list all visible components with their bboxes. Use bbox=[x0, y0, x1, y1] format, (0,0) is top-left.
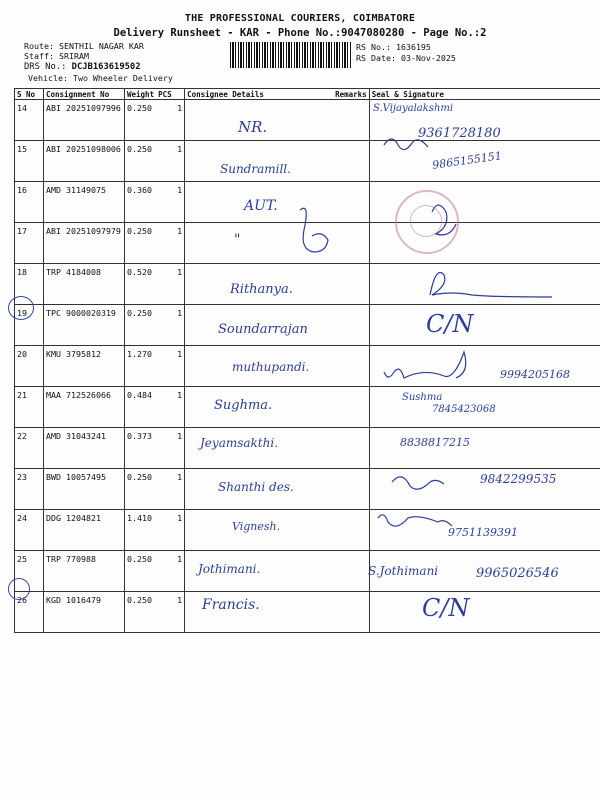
row-pcs: 1 bbox=[156, 141, 185, 182]
row-sno: 26 bbox=[15, 592, 44, 633]
drs-label: DRS No.: bbox=[24, 62, 72, 72]
hw-consignee-22: Jeyamsakthi. bbox=[200, 436, 279, 450]
signature-16 bbox=[300, 208, 328, 252]
row-weight: 0.520 bbox=[125, 264, 157, 305]
hw-consignee-14: NR. bbox=[238, 118, 268, 136]
col-pcs: PCS bbox=[156, 89, 185, 100]
hw-consignee-21: Sughma. bbox=[214, 398, 273, 413]
row-consignment-no: TRP 770988 bbox=[44, 551, 125, 592]
hw-signature-phone-20: 9994205168 bbox=[500, 368, 570, 381]
route-text: Route: SENTHIL NAGAR KAR bbox=[24, 41, 144, 51]
row-sno: 21 bbox=[15, 387, 44, 428]
row-consignment-no: KGD 1016479 bbox=[44, 592, 125, 633]
hw-consignee-25: Jothimani. bbox=[198, 562, 261, 576]
row-sno: 18 bbox=[15, 264, 44, 305]
runsheet-subtitle: Delivery Runsheet - KAR - Phone No.:9047080280 - Page No.:2 bbox=[113, 27, 487, 39]
row-pcs: 1 bbox=[156, 387, 185, 428]
col-consignment: Consignment No bbox=[44, 89, 125, 100]
row-weight: 1.270 bbox=[125, 346, 157, 387]
row-weight: 0.250 bbox=[125, 592, 157, 633]
row-pcs: 1 bbox=[156, 223, 185, 264]
hw-consignee-23: Shanthi des. bbox=[218, 480, 294, 494]
row-weight: 1.410 bbox=[125, 510, 157, 551]
hw-consignee-18: Rithanya. bbox=[230, 282, 293, 297]
row-weight: 0.250 bbox=[125, 305, 157, 346]
row-sno: 14 bbox=[15, 100, 44, 141]
row-consignment-no: ABI 20251097979 bbox=[44, 223, 125, 264]
hw-signature-phone-25: 9965026546 bbox=[476, 566, 559, 581]
row-consignment-no: TPC 9000020319 bbox=[44, 305, 125, 346]
row-weight: 0.373 bbox=[125, 428, 157, 469]
hw-consignee-24: Vignesh. bbox=[232, 520, 281, 533]
row-pcs: 1 bbox=[156, 346, 185, 387]
row-pcs: 1 bbox=[156, 264, 185, 305]
hw-consignee-15: Sundramill. bbox=[220, 162, 291, 176]
row-consignment-no: TRP 4184008 bbox=[44, 264, 125, 305]
row-weight: 0.484 bbox=[125, 387, 157, 428]
row-weight: 0.250 bbox=[125, 469, 157, 510]
row-weight: 0.250 bbox=[125, 141, 157, 182]
hw-cn-mark-26: C/N bbox=[422, 594, 470, 622]
row-sno: 20 bbox=[15, 346, 44, 387]
hw-consignee-26: Francis. bbox=[202, 597, 260, 613]
row-consignment-no: ABI 20251097996 bbox=[44, 100, 125, 141]
row-pcs: 1 bbox=[156, 100, 185, 141]
row-pcs: 1 bbox=[156, 551, 185, 592]
row-consignment-no: AMD 31149075 bbox=[44, 182, 125, 223]
hw-consignee-20: muthupandi. bbox=[232, 360, 310, 374]
row-pcs: 1 bbox=[156, 592, 185, 633]
row-pcs: 1 bbox=[156, 469, 185, 510]
row-sno: 22 bbox=[15, 428, 44, 469]
company-title: THE PROFESSIONAL COURIERS, COIMBATORE bbox=[184, 13, 416, 24]
row-weight: 0.250 bbox=[125, 100, 157, 141]
vehicle-text: Vehicle: Two Wheeler Delivery bbox=[28, 73, 173, 83]
hw-signature-phone-21: 7845423068 bbox=[432, 404, 496, 415]
signature-17 bbox=[432, 205, 456, 235]
hw-signature-phone-23: 9842299535 bbox=[480, 472, 557, 486]
hw-consignee-16: AUT. bbox=[244, 198, 278, 214]
row-consignment-no: ABI 20251098006 bbox=[44, 141, 125, 182]
row-consignment-no: DDG 1204821 bbox=[44, 510, 125, 551]
hw-signature-phone-14: 9361728180 bbox=[418, 126, 501, 141]
hw-signature-name-14: S.Vijayalakshmi bbox=[373, 103, 454, 114]
hw-signature-phone-15: 9865155151 bbox=[431, 149, 503, 172]
row-consignment-no: BWD 10057495 bbox=[44, 469, 125, 510]
hw-cn-mark-19: C/N bbox=[426, 310, 474, 338]
row-pcs: 1 bbox=[156, 182, 185, 223]
row-consignment-no: MAA 712526066 bbox=[44, 387, 125, 428]
rs-number: RS No.: 1636195 bbox=[356, 42, 431, 52]
col-sno: S No bbox=[15, 89, 44, 100]
row-sno: 15 bbox=[15, 141, 44, 182]
signature-18 bbox=[430, 273, 552, 298]
col-weight: Weight bbox=[125, 89, 157, 100]
hw-signature-phone-22: 8838817215 bbox=[400, 436, 470, 449]
row-weight: 0.250 bbox=[125, 223, 157, 264]
row-sno: 19 bbox=[15, 305, 44, 346]
col-consignee: Consignee Details bbox=[185, 89, 334, 100]
signature-15 bbox=[384, 139, 428, 150]
row-sno: 24 bbox=[15, 510, 44, 551]
rs-date: RS Date: 03-Nov-2025 bbox=[356, 53, 456, 63]
row-pcs: 1 bbox=[156, 510, 185, 551]
row-sno: 16 bbox=[15, 182, 44, 223]
row-consignment-no: KMU 3795812 bbox=[44, 346, 125, 387]
row-pcs: 1 bbox=[156, 428, 185, 469]
signature-20 bbox=[384, 352, 466, 378]
row-sno: 25 bbox=[15, 551, 44, 592]
row-weight: 0.360 bbox=[125, 182, 157, 223]
row-weight: 0.250 bbox=[125, 551, 157, 592]
drs-value: DCJB163619502 bbox=[71, 62, 141, 72]
col-remarks: Remarks bbox=[333, 89, 369, 100]
row-sno: 17 bbox=[15, 223, 44, 264]
hw-signature-name-21: Sushma bbox=[402, 392, 443, 403]
hw-signature-phone-24: 9751139391 bbox=[448, 526, 518, 539]
hw-consignee-19: Soundarrajan bbox=[218, 322, 308, 337]
col-seal-signature: Seal & Signature bbox=[369, 89, 600, 100]
signature-23 bbox=[392, 477, 444, 489]
signature-24 bbox=[378, 515, 452, 526]
row-pcs: 1 bbox=[156, 305, 185, 346]
hw-signature-name-25: S.Jothimani bbox=[368, 564, 439, 578]
staff-text: Staff: SRIRAM bbox=[24, 51, 89, 61]
row-consignment-no: AMD 31043241 bbox=[44, 428, 125, 469]
hw-consignee-17: " bbox=[234, 232, 241, 248]
row-sno: 23 bbox=[15, 469, 44, 510]
